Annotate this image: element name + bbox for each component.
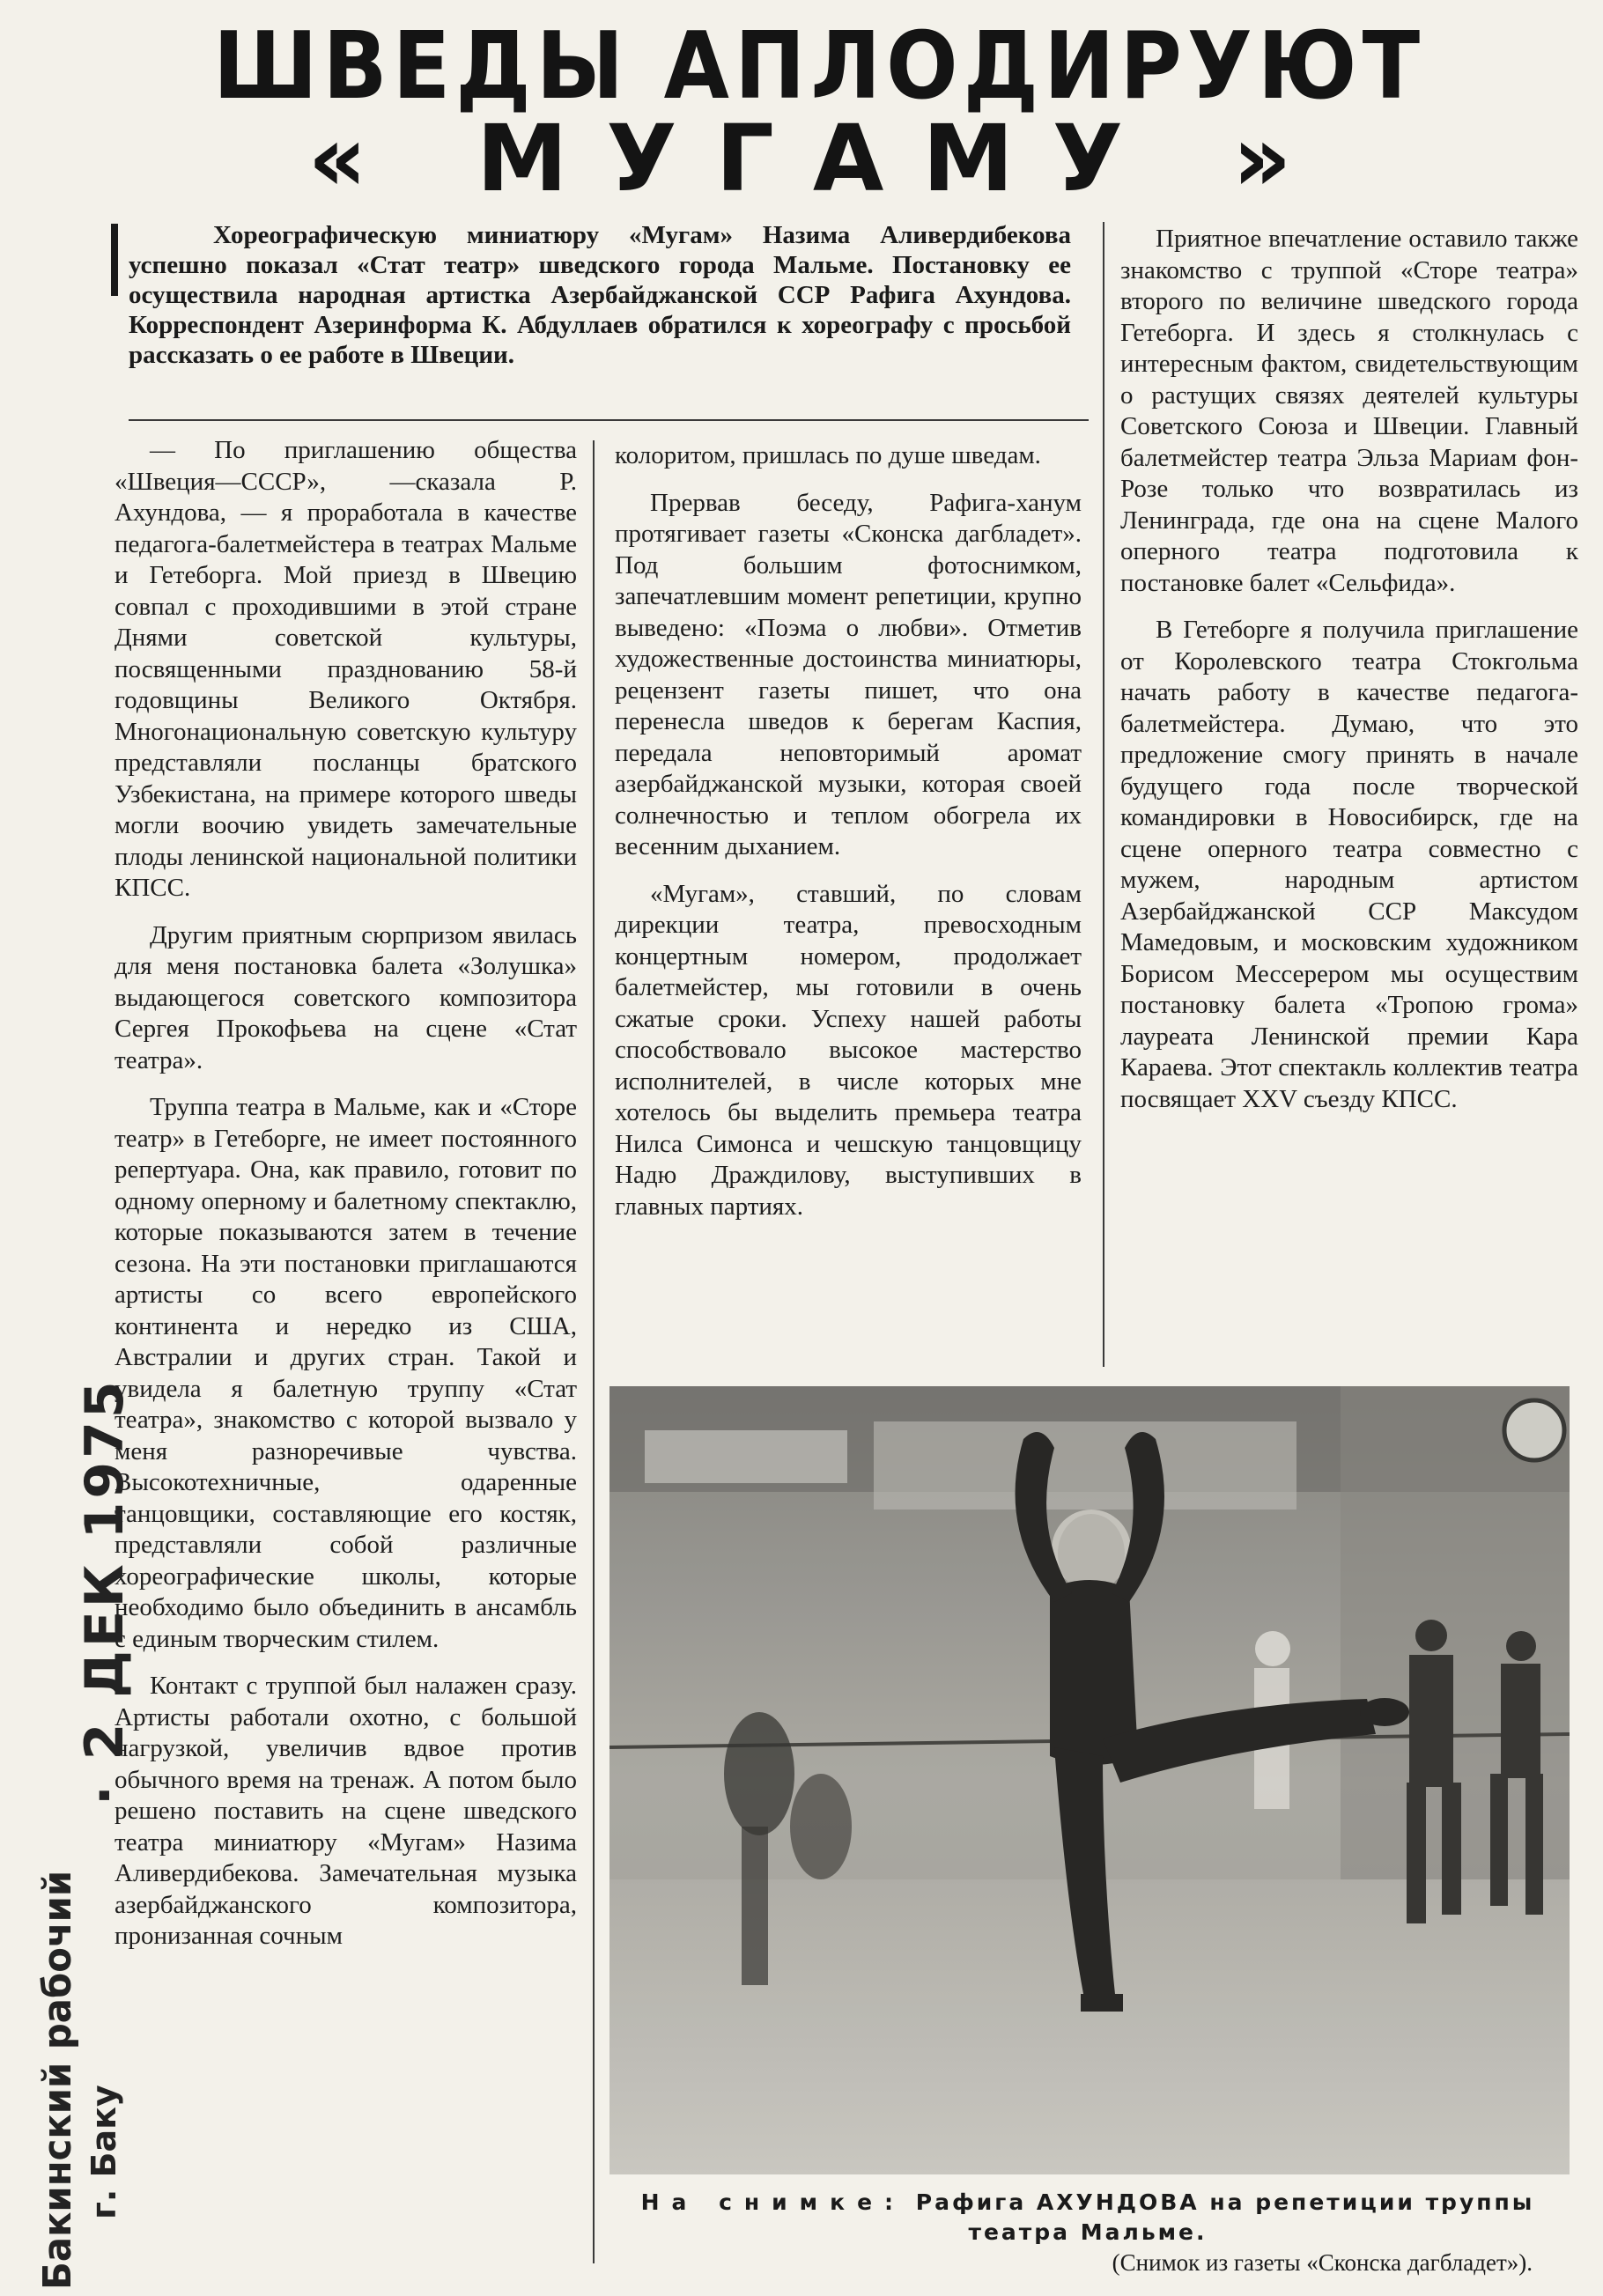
headline-line-1: ШВЕДЫ АПЛОДИРУЮТ xyxy=(212,11,1426,121)
article-paragraph: «Мугам», ставший, по словам дирекции театра, превосходным концертным номером, продолжает балетмейстер, мы готовили в очень сжатые сроки. Успеху нашей работы способствовало высокое мастерство исполнителей, в числе которых мне хотелось бы выделить премьера театра Нилса Симонса и чешскую танцовщицу Надю Драждилову, выступивших в главных партиях. xyxy=(615,879,1082,1221)
caption-main xyxy=(617,2188,1559,2248)
article-column-3 xyxy=(1120,224,1578,1115)
article-paragraph: В Гетеборге я получила приглашение от Королевского театра Стокгольма начать работу в качестве педагога-балетмейстера. Думаю, что это предложение смогу принять в начале будущего года после творческой командировки в Новосибирск, где на сцене оперного театра совместно с мужем, народным артистом Азербайджанской ССР Максудом Мамедовым, и московским художником Борисом Мессерером мы осуществим постановку балета «Тропою грома» лауреата Ленинской премии Кара Караева. Этот спектакль коллектив театра посвящает XXV съезду КПСС. xyxy=(1120,616,1578,1113)
caption-text: Рафига АХУНДОВА на репетиции труппы театра Мальме. xyxy=(915,2189,1535,2245)
newspaper-name-stamp: Бакинский рабочий xyxy=(35,1870,80,2290)
article-paragraph: Приятное впечатление оставило также знакомство с труппой «Сторе театра» второго по величине шведского города Гетеборга. И здесь я столкнулась с интересным фактом, свидетельствующим о растущих связях деятелей культуры Советского Союза и Швеции. Главный балетмейстер театра Эльза Мариам фон-Розе только что возвратилась из Ленинграда, где она на сцене Малого оперного театра подготовила к постановке балет «Сельфида». xyxy=(1120,225,1578,597)
caption-label: На снимке: xyxy=(640,2189,906,2215)
article-paragraph: Другим приятным сюрпризом явилась для меня постановка балета «Золушка» выдающегося советского композитора Сергея Прокофьева на сцене «Стат театра». xyxy=(114,920,577,1074)
article-column-1 xyxy=(114,435,577,1953)
column-rule xyxy=(593,440,595,2263)
city-stamp: г. Баку xyxy=(85,2085,123,2219)
rehearsal-photo-image xyxy=(609,1386,1570,2174)
article-paragraph: Прервав беседу, Рафига-ханум протягивает газеты «Сконска дагбладет». Под большим фотоснимком, запечатлевшим момент репетиции, крупно выведено: «Поэма о любви». Отметив художественные достоинства миниатюры, рецензент газеты пишет, что она перенесла шведов к берегам Каспия, передала неповторимый аромат азербайджанской музыки, которая своей солнечностью и теплом обогрела их весенним дыханием. xyxy=(615,488,1082,860)
section-rule xyxy=(129,419,1089,421)
caption-source: (Снимок из газеты «Сконска дагбладет»). xyxy=(1112,2249,1533,2276)
lead-paragraph xyxy=(129,220,1071,370)
lead-text: Хореографическую миниатюру «Мугам» Назима Аливердибекова успешно показал «Стат театр» шведского города Мальме. Постановку ее осуществила народная артистка Азербайджанской ССР Рафига Ахундова. Корреспондент Азеринформа К. Абдуллаев обратился к хореографу с просьбой рассказать о ее работе в Швеции. xyxy=(129,221,1071,369)
lead-marker-bar xyxy=(111,224,118,296)
article-paragraph: колоритом, пришлась по душе шведам. xyxy=(615,441,1041,469)
article-column-2 xyxy=(615,440,1082,1222)
article-paragraph: Контакт с труппой был налажен сразу. Артисты работали охотно, с большой нагрузкой, увеличив вдвое против обычного время на тренаж. А потом было решено поставить на сцене шведского театра миниатюру «Мугам» Назима Аливердибекова. Замечательная музыка азербайджанского композитора, пронизанная сочным xyxy=(114,1672,577,1950)
date-stamp: · 2 ДЕК 1975 xyxy=(74,1377,136,1805)
headline-line-2: « МУГАМУ » xyxy=(307,105,1331,212)
article-paragraph: Труппа театра в Мальме, как и «Сторе театр» в Гетеборге, не имеет постоянного репертуара. Она, как правило, готовит по одному оперному и балетному спектаклю, которые показываются затем в течение сезона. На эти постановки приглашаются артисты со всего европейского континента и нередко из США, Австралии и других стран. Такой и увидела я балетную труппу «Стат театра», знакомство с которой вызвало у меня разноречивые чувства. Высокотехничные, одаренные танцовщики, составляющие его костяк, представляли собой различные хореографические школы, которые необходимо было объединить в ансамбль с единым творческим стилем. xyxy=(114,1093,577,1653)
photo-caption xyxy=(617,2188,1559,2278)
article-paragraph: — По приглашению общества «Швеция—СССР», —сказала Р. Ахундова, — я проработала в качестве педагога-балетмейстера в театрах Мальме и Гетеборга. Мой приезд в Швецию совпал с проходившими в этой стране Днями советской культуры, посвященными празднованию 58-й годовщины Великого Октября. Многонациональную советскую культуру представляли посланцы братского Узбекистана, на примере которого шведы могли воочию увидеть замечательные плоды ленинской национальной политики КПСС. xyxy=(114,436,577,902)
rehearsal-photo xyxy=(609,1386,1570,2174)
column-rule xyxy=(1103,222,1104,1367)
